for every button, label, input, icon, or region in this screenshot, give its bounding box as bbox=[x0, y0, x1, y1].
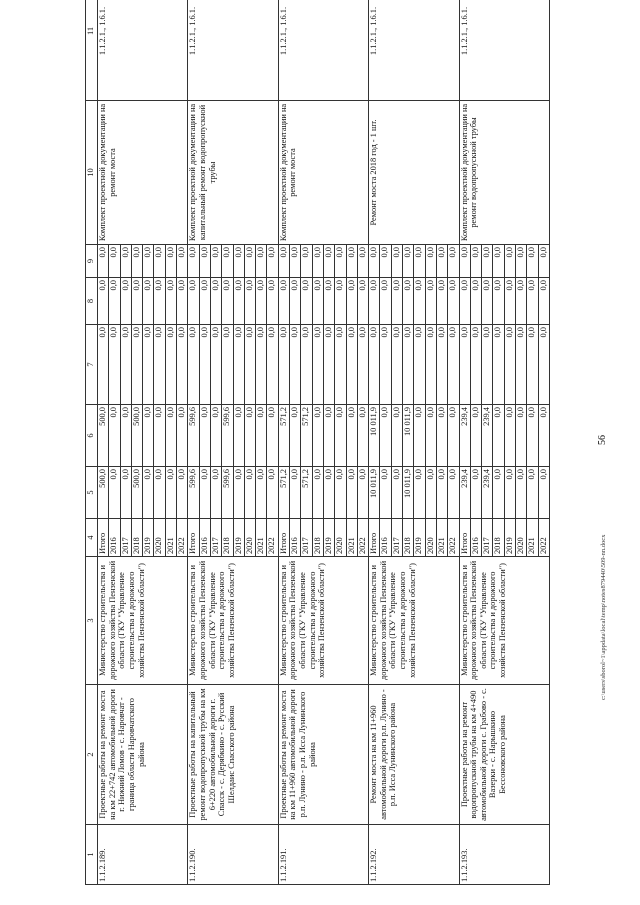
value-cell: 0,0 bbox=[233, 405, 244, 467]
col-header: 5 bbox=[86, 467, 98, 519]
value-cell: 10 011,9 bbox=[403, 467, 414, 519]
value-cell: 0,0 bbox=[448, 467, 459, 519]
value-cell: 0,0 bbox=[414, 278, 425, 325]
value-cell: 0,0 bbox=[436, 325, 447, 405]
value-cell: 0,0 bbox=[538, 467, 549, 519]
col-header: 4 bbox=[86, 519, 98, 557]
year-cell: 2022 bbox=[177, 519, 188, 557]
year-cell: 2017 bbox=[391, 519, 402, 557]
item-reference: 1.1.2.1., 1.6.1. bbox=[188, 0, 278, 101]
item-code: 1.1.2.189. bbox=[98, 825, 188, 885]
item-reference: 1.1.2.1., 1.6.1. bbox=[369, 0, 459, 101]
value-cell: 0,0 bbox=[301, 325, 312, 405]
value-cell: 0,0 bbox=[199, 467, 210, 519]
year-cell: 2019 bbox=[414, 519, 425, 557]
value-cell: 0,0 bbox=[527, 325, 538, 405]
value-cell: 0,0 bbox=[165, 325, 176, 405]
year-cell: 2020 bbox=[244, 519, 255, 557]
item-code: 1.1.2.190. bbox=[188, 825, 278, 885]
value-cell: 0,0 bbox=[301, 278, 312, 325]
value-cell: 0,0 bbox=[425, 467, 436, 519]
year-cell: 2016 bbox=[380, 519, 391, 557]
value-cell: 0,0 bbox=[357, 278, 368, 325]
value-cell: 0,0 bbox=[323, 278, 334, 325]
value-cell: 0,0 bbox=[233, 467, 244, 519]
value-cell: 0,0 bbox=[109, 405, 120, 467]
item-name: Проектные работы на капитальный ремонт водопропускной трубы на км 6+220 автомобильной дороги г. Спасск - с. Дерябкино - с. Русский Шелдаис Спасского района bbox=[188, 685, 278, 825]
value-cell: 0,0 bbox=[493, 278, 504, 325]
value-cell: 0,0 bbox=[470, 405, 481, 467]
value-cell: 0,0 bbox=[470, 325, 481, 405]
value-cell: 0,0 bbox=[527, 405, 538, 467]
item-organization: Министерство строительства и дорожного хозяйства Пензенской области (ГКУ "Управление строительства и дорожного хозяйства Пензенской области") bbox=[459, 557, 549, 685]
value-cell: 0,0 bbox=[109, 325, 120, 405]
value-cell: 0,0 bbox=[527, 467, 538, 519]
rotated-table-container bbox=[85, 6, 586, 885]
value-cell: 0,0 bbox=[98, 325, 109, 405]
value-cell: 0,0 bbox=[380, 245, 391, 278]
value-cell: 0,0 bbox=[143, 278, 154, 325]
col-header: 6 bbox=[86, 405, 98, 467]
col-header: 1 bbox=[86, 825, 98, 885]
value-cell: 0,0 bbox=[515, 467, 526, 519]
footer-path: c:\users\sborol~1\appdata\local\temp\notes879440\509-nn.docx bbox=[600, 534, 607, 700]
value-cell: 239,4 bbox=[482, 467, 493, 519]
value-cell: 0,0 bbox=[380, 278, 391, 325]
value-cell: 0,0 bbox=[493, 405, 504, 467]
year-cell: Итого bbox=[98, 519, 109, 557]
value-cell: 0,0 bbox=[459, 325, 470, 405]
year-cell: 2016 bbox=[470, 519, 481, 557]
value-cell: 0,0 bbox=[380, 325, 391, 405]
year-cell: Итого bbox=[278, 519, 289, 557]
value-cell: 0,0 bbox=[267, 278, 278, 325]
year-cell: 2019 bbox=[504, 519, 515, 557]
value-cell: 0,0 bbox=[199, 405, 210, 467]
item-code: 1.1.2.192. bbox=[369, 825, 459, 885]
value-cell: 10 011,9 bbox=[369, 405, 380, 467]
value-cell: 239,4 bbox=[459, 405, 470, 467]
value-cell: 0,0 bbox=[188, 325, 199, 405]
value-cell: 0,0 bbox=[436, 467, 447, 519]
value-cell: 0,0 bbox=[312, 467, 323, 519]
year-cell: 2019 bbox=[323, 519, 334, 557]
value-cell: 0,0 bbox=[346, 245, 357, 278]
value-cell: 0,0 bbox=[403, 245, 414, 278]
year-cell: 2019 bbox=[143, 519, 154, 557]
value-cell: 0,0 bbox=[414, 325, 425, 405]
value-cell: 0,0 bbox=[335, 467, 346, 519]
value-cell: 0,0 bbox=[165, 467, 176, 519]
value-cell: 0,0 bbox=[222, 278, 233, 325]
value-cell: 0,0 bbox=[448, 245, 459, 278]
value-cell: 0,0 bbox=[425, 405, 436, 467]
item-result: Ремонт моста 2018 год - 1 шт. bbox=[369, 101, 459, 245]
value-cell: 0,0 bbox=[199, 278, 210, 325]
value-cell: 0,0 bbox=[436, 405, 447, 467]
value-cell: 0,0 bbox=[143, 325, 154, 405]
col-header: 8 bbox=[86, 278, 98, 325]
item-reference: 1.1.2.1., 1.6.1. bbox=[98, 0, 188, 101]
value-cell: 0,0 bbox=[233, 245, 244, 278]
value-cell: 0,0 bbox=[357, 325, 368, 405]
value-cell: 0,0 bbox=[290, 405, 301, 467]
value-cell: 0,0 bbox=[425, 278, 436, 325]
table-row bbox=[278, 0, 289, 885]
value-cell: 0,0 bbox=[199, 325, 210, 405]
value-cell: 0,0 bbox=[335, 278, 346, 325]
value-cell: 0,0 bbox=[504, 325, 515, 405]
value-cell: 0,0 bbox=[504, 405, 515, 467]
year-cell: 2017 bbox=[120, 519, 131, 557]
value-cell: 0,0 bbox=[323, 467, 334, 519]
program-table bbox=[85, 0, 550, 885]
value-cell: 0,0 bbox=[154, 245, 165, 278]
value-cell: 239,4 bbox=[482, 405, 493, 467]
value-cell: 0,0 bbox=[244, 467, 255, 519]
value-cell: 0,0 bbox=[380, 405, 391, 467]
value-cell: 0,0 bbox=[414, 245, 425, 278]
value-cell: 0,0 bbox=[244, 325, 255, 405]
year-cell: 2021 bbox=[527, 519, 538, 557]
value-cell: 239,4 bbox=[459, 467, 470, 519]
page-number: 56 bbox=[597, 435, 608, 445]
value-cell: 0,0 bbox=[188, 245, 199, 278]
value-cell: 0,0 bbox=[357, 245, 368, 278]
col-header: 7 bbox=[86, 325, 98, 405]
value-cell: 0,0 bbox=[515, 325, 526, 405]
item-name: Проектные работы на ремонт моста на км 11+960 автомобильной дороги р.п. Лунино - р.п. Исса Лунинского района bbox=[278, 685, 368, 825]
value-cell: 0,0 bbox=[188, 278, 199, 325]
value-cell: 0,0 bbox=[177, 325, 188, 405]
year-cell: 2021 bbox=[436, 519, 447, 557]
value-cell: 500,0 bbox=[131, 467, 142, 519]
year-cell: 2020 bbox=[335, 519, 346, 557]
year-cell: 2018 bbox=[493, 519, 504, 557]
value-cell: 0,0 bbox=[233, 325, 244, 405]
value-cell: 0,0 bbox=[109, 467, 120, 519]
value-cell: 0,0 bbox=[154, 467, 165, 519]
value-cell: 0,0 bbox=[436, 278, 447, 325]
year-cell: 2022 bbox=[267, 519, 278, 557]
value-cell: 0,0 bbox=[470, 467, 481, 519]
value-cell: 0,0 bbox=[290, 467, 301, 519]
year-cell: 2018 bbox=[131, 519, 142, 557]
year-cell: 2021 bbox=[256, 519, 267, 557]
value-cell: 0,0 bbox=[143, 467, 154, 519]
value-cell: 571,2 bbox=[278, 405, 289, 467]
value-cell: 500,0 bbox=[131, 405, 142, 467]
value-cell: 0,0 bbox=[267, 245, 278, 278]
item-organization: Министерство строительства и дорожного хозяйства Пензенской области (ГКУ "Управление строительства и дорожного хозяйства Пензенской области") bbox=[369, 557, 459, 685]
value-cell: 0,0 bbox=[391, 467, 402, 519]
value-cell: 0,0 bbox=[165, 278, 176, 325]
value-cell: 0,0 bbox=[459, 278, 470, 325]
value-cell: 0,0 bbox=[493, 467, 504, 519]
value-cell: 500,0 bbox=[98, 405, 109, 467]
value-cell: 0,0 bbox=[210, 245, 221, 278]
table-body bbox=[98, 0, 550, 885]
value-cell: 0,0 bbox=[515, 245, 526, 278]
value-cell: 0,0 bbox=[267, 405, 278, 467]
value-cell: 0,0 bbox=[120, 325, 131, 405]
year-cell: 2021 bbox=[165, 519, 176, 557]
item-code: 1.1.2.191. bbox=[278, 825, 368, 885]
item-code: 1.1.2.193. bbox=[459, 825, 549, 885]
value-cell: 0,0 bbox=[323, 405, 334, 467]
value-cell: 0,0 bbox=[109, 278, 120, 325]
value-cell: 0,0 bbox=[222, 325, 233, 405]
value-cell: 0,0 bbox=[504, 245, 515, 278]
value-cell: 0,0 bbox=[391, 325, 402, 405]
year-cell: 2018 bbox=[222, 519, 233, 557]
value-cell: 0,0 bbox=[470, 278, 481, 325]
value-cell: 0,0 bbox=[98, 245, 109, 278]
value-cell: 0,0 bbox=[369, 278, 380, 325]
year-cell: 2019 bbox=[233, 519, 244, 557]
value-cell: 0,0 bbox=[210, 325, 221, 405]
value-cell: 599,6 bbox=[188, 405, 199, 467]
year-cell: 2016 bbox=[109, 519, 120, 557]
value-cell: 0,0 bbox=[278, 245, 289, 278]
value-cell: 0,0 bbox=[143, 405, 154, 467]
value-cell: 0,0 bbox=[482, 245, 493, 278]
value-cell: 0,0 bbox=[369, 245, 380, 278]
value-cell: 0,0 bbox=[154, 278, 165, 325]
value-cell: 0,0 bbox=[177, 278, 188, 325]
year-cell: 2018 bbox=[312, 519, 323, 557]
value-cell: 599,6 bbox=[188, 467, 199, 519]
value-cell: 0,0 bbox=[515, 278, 526, 325]
value-cell: 0,0 bbox=[165, 405, 176, 467]
value-cell: 0,0 bbox=[244, 245, 255, 278]
year-cell: 2016 bbox=[290, 519, 301, 557]
value-cell: 0,0 bbox=[346, 405, 357, 467]
value-cell: 0,0 bbox=[290, 278, 301, 325]
value-cell: 0,0 bbox=[222, 245, 233, 278]
value-cell: 0,0 bbox=[504, 278, 515, 325]
value-cell: 0,0 bbox=[312, 325, 323, 405]
item-organization: Министерство строительства и дорожного хозяйства Пензенской области (ГКУ "Управление строительства и дорожного хозяйства Пензенской области") bbox=[188, 557, 278, 685]
value-cell: 0,0 bbox=[267, 467, 278, 519]
value-cell: 0,0 bbox=[403, 278, 414, 325]
col-header: 9 bbox=[86, 245, 98, 278]
value-cell: 0,0 bbox=[290, 245, 301, 278]
item-result: Комплект проектной документации на ремонт моста bbox=[98, 101, 188, 245]
value-cell: 0,0 bbox=[448, 325, 459, 405]
value-cell: 0,0 bbox=[278, 325, 289, 405]
table-row bbox=[98, 0, 109, 885]
value-cell: 0,0 bbox=[414, 405, 425, 467]
table-row bbox=[188, 0, 199, 885]
value-cell: 0,0 bbox=[527, 278, 538, 325]
table-row bbox=[369, 0, 380, 885]
col-header: 3 bbox=[86, 557, 98, 685]
item-result: Комплект проектной документации на ремонт моста bbox=[278, 101, 368, 245]
value-cell: 0,0 bbox=[177, 245, 188, 278]
value-cell: 0,0 bbox=[482, 278, 493, 325]
value-cell: 0,0 bbox=[256, 405, 267, 467]
value-cell: 0,0 bbox=[369, 325, 380, 405]
value-cell: 0,0 bbox=[493, 245, 504, 278]
value-cell: 0,0 bbox=[323, 325, 334, 405]
year-cell: Итого bbox=[369, 519, 380, 557]
value-cell: 0,0 bbox=[380, 467, 391, 519]
value-cell: 0,0 bbox=[143, 245, 154, 278]
item-reference: 1.1.2.1., 1.6.1. bbox=[278, 0, 368, 101]
value-cell: 0,0 bbox=[414, 467, 425, 519]
year-cell: 2022 bbox=[538, 519, 549, 557]
value-cell: 10 011,9 bbox=[403, 405, 414, 467]
value-cell: 0,0 bbox=[256, 467, 267, 519]
value-cell: 0,0 bbox=[403, 325, 414, 405]
value-cell: 0,0 bbox=[527, 245, 538, 278]
value-cell: 0,0 bbox=[335, 325, 346, 405]
value-cell: 0,0 bbox=[391, 245, 402, 278]
value-cell: 0,0 bbox=[154, 325, 165, 405]
value-cell: 0,0 bbox=[459, 245, 470, 278]
value-cell: 0,0 bbox=[131, 278, 142, 325]
year-cell: 2017 bbox=[210, 519, 221, 557]
year-cell: 2020 bbox=[154, 519, 165, 557]
value-cell: 0,0 bbox=[267, 325, 278, 405]
value-cell: 0,0 bbox=[131, 325, 142, 405]
year-cell: Итого bbox=[459, 519, 470, 557]
value-cell: 500,0 bbox=[98, 467, 109, 519]
value-cell: 599,6 bbox=[222, 405, 233, 467]
item-organization: Министерство строительства и дорожного хозяйства Пензенской области (ГКУ "Управление строительства и дорожного хозяйства Пензенской области") bbox=[98, 557, 188, 685]
header-row bbox=[86, 0, 98, 885]
value-cell: 0,0 bbox=[425, 245, 436, 278]
item-name: Проектные работы на ремонт моста на км 22+742 автомобильной дороги г. Нижний Ломов - с. Наровчат - граница области Наровчатского района bbox=[98, 685, 188, 825]
value-cell: 599,6 bbox=[222, 467, 233, 519]
value-cell: 0,0 bbox=[391, 405, 402, 467]
value-cell: 0,0 bbox=[120, 278, 131, 325]
value-cell: 0,0 bbox=[391, 278, 402, 325]
value-cell: 0,0 bbox=[154, 405, 165, 467]
year-cell: Итого bbox=[188, 519, 199, 557]
value-cell: 0,0 bbox=[120, 245, 131, 278]
item-result: Комплект проектной документации на капитальный ремонт водопропускной трубы bbox=[188, 101, 278, 245]
year-cell: 2021 bbox=[346, 519, 357, 557]
value-cell: 0,0 bbox=[210, 278, 221, 325]
value-cell: 0,0 bbox=[312, 405, 323, 467]
value-cell: 571,2 bbox=[301, 405, 312, 467]
value-cell: 0,0 bbox=[301, 245, 312, 278]
col-header: 2 bbox=[86, 685, 98, 825]
value-cell: 0,0 bbox=[109, 245, 120, 278]
value-cell: 0,0 bbox=[256, 278, 267, 325]
value-cell: 0,0 bbox=[436, 245, 447, 278]
value-cell: 0,0 bbox=[210, 467, 221, 519]
value-cell: 0,0 bbox=[244, 405, 255, 467]
value-cell: 0,0 bbox=[346, 467, 357, 519]
year-cell: 2018 bbox=[403, 519, 414, 557]
item-organization: Министерство строительства и дорожного хозяйства Пензенской области (ГКУ "Управление строительства и дорожного хозяйства Пензенской области") bbox=[278, 557, 368, 685]
value-cell: 0,0 bbox=[165, 245, 176, 278]
value-cell: 0,0 bbox=[256, 245, 267, 278]
year-cell: 2020 bbox=[515, 519, 526, 557]
value-cell: 0,0 bbox=[482, 325, 493, 405]
value-cell: 0,0 bbox=[256, 325, 267, 405]
value-cell: 0,0 bbox=[470, 245, 481, 278]
value-cell: 0,0 bbox=[335, 245, 346, 278]
value-cell: 0,0 bbox=[504, 467, 515, 519]
item-name: Проектные работы на ремонт водопропускной трубы на км 4+490 автомобильной дороги с. Грабово - с. Вазерки - с. Нарышкино Бессоновского района bbox=[459, 685, 549, 825]
value-cell: 571,2 bbox=[278, 467, 289, 519]
value-cell: 0,0 bbox=[120, 405, 131, 467]
value-cell: 0,0 bbox=[312, 245, 323, 278]
item-result: Комплект проектной документации на ремонт водопропускной трубы bbox=[459, 101, 549, 245]
value-cell: 0,0 bbox=[131, 245, 142, 278]
year-cell: 2017 bbox=[301, 519, 312, 557]
value-cell: 0,0 bbox=[448, 405, 459, 467]
value-cell: 0,0 bbox=[448, 278, 459, 325]
value-cell: 0,0 bbox=[290, 325, 301, 405]
value-cell: 0,0 bbox=[425, 325, 436, 405]
table-row bbox=[459, 0, 470, 885]
value-cell: 0,0 bbox=[357, 405, 368, 467]
value-cell: 0,0 bbox=[120, 467, 131, 519]
item-reference: 1.1.2.1., 1.6.1. bbox=[459, 0, 549, 101]
year-cell: 2016 bbox=[199, 519, 210, 557]
value-cell: 0,0 bbox=[515, 405, 526, 467]
value-cell: 0,0 bbox=[493, 325, 504, 405]
value-cell: 0,0 bbox=[278, 278, 289, 325]
value-cell: 0,0 bbox=[312, 278, 323, 325]
value-cell: 0,0 bbox=[357, 467, 368, 519]
year-cell: 2022 bbox=[357, 519, 368, 557]
value-cell: 0,0 bbox=[538, 245, 549, 278]
col-header: 10 bbox=[86, 101, 98, 245]
year-cell: 2020 bbox=[425, 519, 436, 557]
value-cell: 0,0 bbox=[335, 405, 346, 467]
value-cell: 0,0 bbox=[233, 278, 244, 325]
value-cell: 0,0 bbox=[177, 405, 188, 467]
col-header: 11 bbox=[86, 0, 98, 101]
value-cell: 0,0 bbox=[210, 405, 221, 467]
value-cell: 0,0 bbox=[177, 467, 188, 519]
value-cell: 0,0 bbox=[323, 245, 334, 278]
item-name: Ремонт моста на км 11+960 автомобильной дороги р.п. Лунино - р.п. Исса Лунинского района bbox=[369, 685, 459, 825]
value-cell: 10 011,9 bbox=[369, 467, 380, 519]
value-cell: 571,2 bbox=[301, 467, 312, 519]
value-cell: 0,0 bbox=[244, 278, 255, 325]
value-cell: 0,0 bbox=[538, 405, 549, 467]
value-cell: 0,0 bbox=[538, 278, 549, 325]
value-cell: 0,0 bbox=[98, 278, 109, 325]
value-cell: 0,0 bbox=[199, 245, 210, 278]
year-cell: 2017 bbox=[482, 519, 493, 557]
value-cell: 0,0 bbox=[346, 278, 357, 325]
year-cell: 2022 bbox=[448, 519, 459, 557]
value-cell: 0,0 bbox=[538, 325, 549, 405]
value-cell: 0,0 bbox=[346, 325, 357, 405]
